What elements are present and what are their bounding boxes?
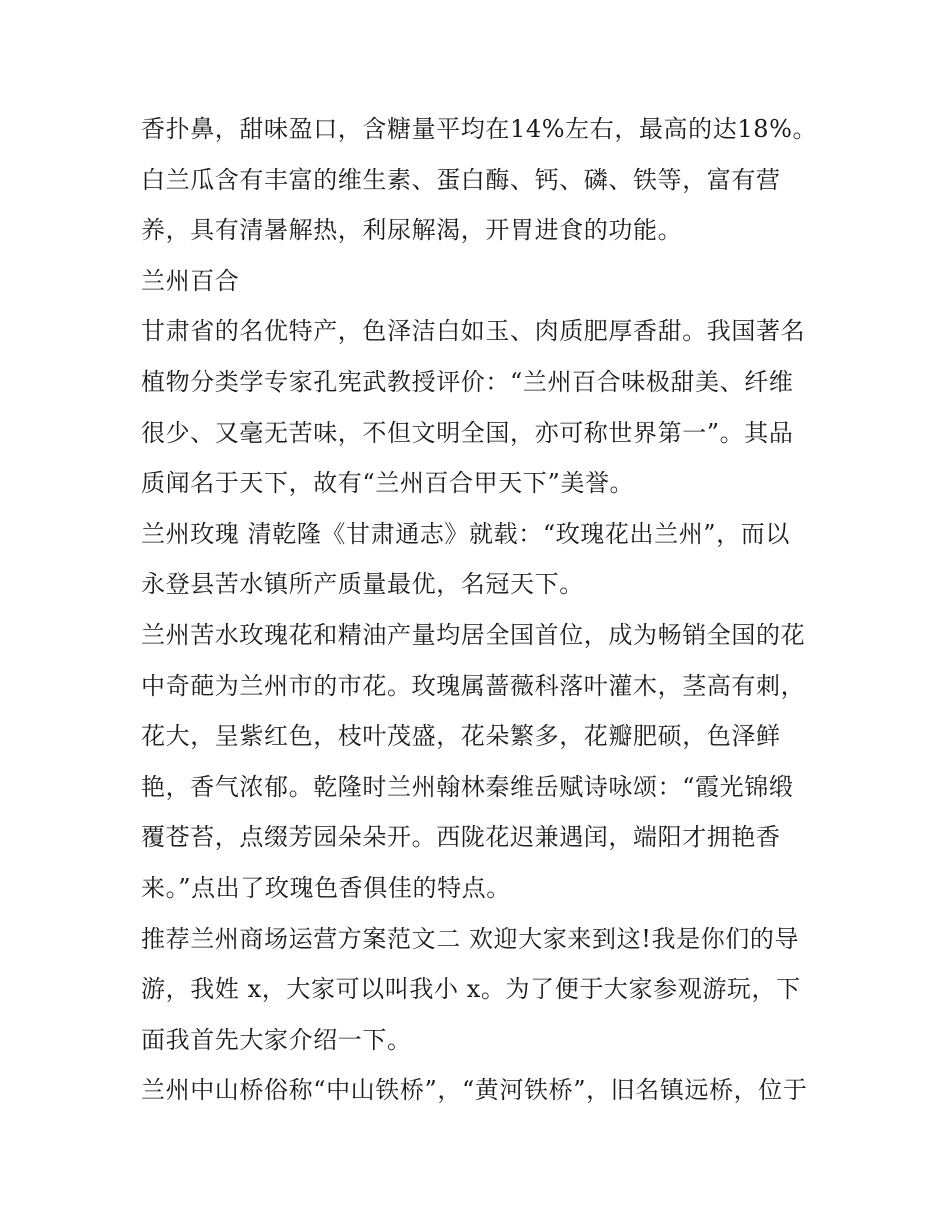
text-line: 白兰瓜含有丰富的维生素、蛋白酶、钙、磷、铁等，富有营 bbox=[141, 165, 781, 194]
text-line: 兰州苦水玫瑰花和精油产量均居全国首位，成为畅销全国的花 bbox=[141, 620, 806, 649]
text-line: 香扑鼻，甜味盈口，含糖量平均在14%左右，最高的达18%。 bbox=[141, 115, 818, 143]
text-line: 永登县苦水镇所产质量最优，名冠天下。 bbox=[141, 570, 584, 599]
section-heading-lanzhou-lily: 兰州百合 bbox=[141, 266, 240, 295]
text-line: 兰州中山桥俗称“中山铁桥”，“黄河铁桥”，旧名镇远桥，位于 bbox=[141, 1076, 808, 1105]
text-line: 来。”点出了玫瑰色香俱佳的特点。 bbox=[141, 873, 511, 902]
text-line: 中奇葩为兰州市的市花。玫瑰属蔷薇科落叶灌木，茎高有刺， bbox=[141, 671, 806, 700]
body-text bbox=[141, 104, 821, 1116]
text-line: 游，我姓 x，大家可以叫我小 x。为了便于大家参观游玩，下 bbox=[141, 975, 801, 1004]
text-line: 花大，呈紫红色，枝叶茂盛，花朵繁多，花瓣肥硕，色泽鲜 bbox=[141, 722, 781, 751]
text-line: 甘肃省的名优特产，色泽洁白如玉、肉质肥厚香甜。我国著名 bbox=[141, 317, 806, 346]
text-line: 面我首先大家介绍一下。 bbox=[141, 1025, 412, 1054]
text-line: 养，具有清暑解热，利尿解渴，开胃进食的功能。 bbox=[141, 216, 683, 245]
text-line: 艳，香气浓郁。乾隆时兰州翰林秦维岳赋诗咏颂：“霞光锦缎 bbox=[141, 772, 794, 801]
text-line: 兰州玫瑰 清乾隆《甘肃通志》就载：“玫瑰花出兰州”，而以 bbox=[141, 519, 790, 548]
text-line: 覆苍苔，点缀芳园朵朵开。西陇花迟兼遇闰，端阳才拥艳香 bbox=[141, 823, 781, 852]
text-line: 很少、又毫无苦味，不但文明全国，亦可称世界第一”。其品 bbox=[141, 418, 794, 447]
text-line: 推荐兰州商场运营方案范文二 欢迎大家来到这!我是你们的导 bbox=[141, 924, 800, 953]
text-line: 植物分类学专家孔宪武教授评价：“兰州百合味极甜美、纤维 bbox=[141, 367, 794, 396]
text-line: 质闻名于天下，故有“兰州百合甲天下”美誉。 bbox=[141, 469, 635, 498]
